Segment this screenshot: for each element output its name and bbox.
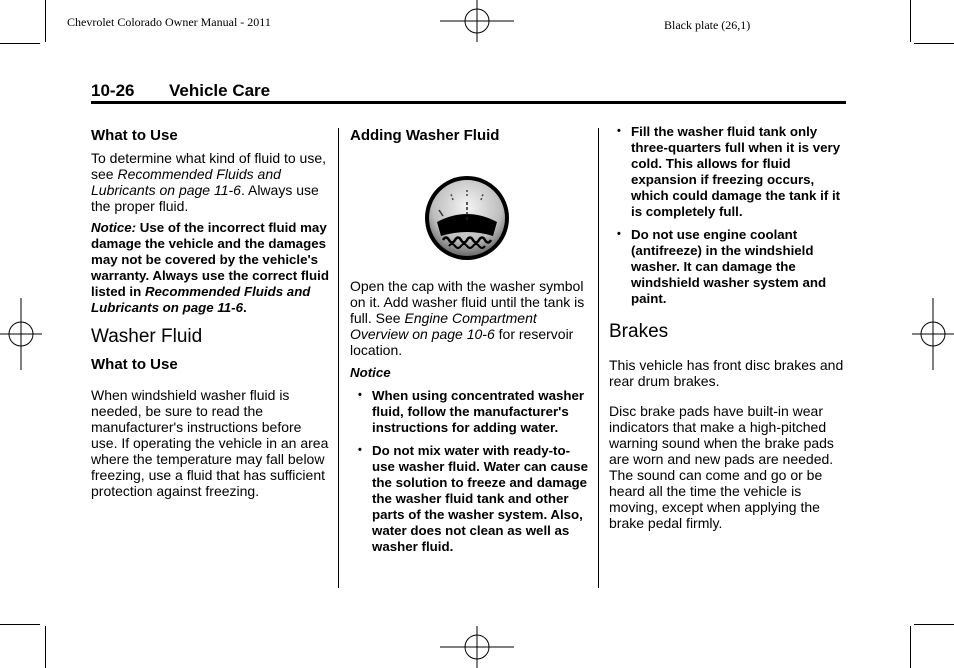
plate-info: Black plate (26,1) (664, 18, 751, 32)
paragraph (350, 278, 590, 358)
section-title: Brakes (609, 321, 669, 342)
crop-mark (0, 624, 40, 625)
text: Use of the incorrect fluid may damage the vehicle and the damages may not be covered by the vehicle's warranty. Always use the correct fluid listed in (91, 220, 329, 299)
notice-list (350, 388, 590, 555)
notice-list (609, 124, 846, 307)
cross-reference: Engine Compartment Overview on page 10-6 (350, 310, 537, 342)
bullet-icon: • (617, 228, 621, 240)
crop-mark (45, 0, 46, 42)
bullet-icon: • (617, 125, 621, 137)
notice-paragraph (91, 220, 331, 316)
paragraph: Disc brake pads have built-in wear indicators that make a high-pitched warning sound when the brake pads are worn and new pads are needed. The sound can come and go or be heard all the time the vehicle is moving, except when applying the brake pedal firmly. (609, 403, 834, 531)
column-divider (338, 128, 339, 588)
bullet-icon: • (358, 389, 362, 401)
crop-mark (910, 626, 911, 668)
notice-label: Notice (350, 365, 391, 380)
notice-label: Notice: (91, 220, 137, 235)
paragraph (91, 150, 331, 214)
text: To determine what kind of fluid to use, see (91, 150, 327, 182)
list-item (350, 443, 590, 555)
bullet-icon: • (358, 444, 362, 456)
column-divider (598, 128, 599, 588)
section-heading: What to Use (91, 356, 178, 373)
cross-reference: Recommended Fluids and Lubricants on page 11-6 (91, 284, 311, 315)
crop-mark (914, 43, 954, 44)
registration-mark-icon (440, 626, 514, 668)
paragraph: This vehicle has front disc brakes and rear drum brakes. (609, 357, 844, 389)
crop-mark (910, 0, 911, 42)
column-1 (91, 127, 331, 513)
list-item (350, 388, 590, 436)
washer-fluid-symbol-icon (423, 174, 511, 262)
section-heading: Adding Washer Fluid (350, 127, 500, 144)
list-item-text: Do not mix water with ready-to-use washer fluid. Water can cause the solution to freeze and damage the washer fluid tank and other parts of the washer system. Also, water does not clean as well as washer fluid. (372, 443, 589, 554)
text: . Always use the proper fluid. (91, 182, 319, 214)
section-title: Washer Fluid (91, 326, 203, 347)
list-item-text: Fill the washer fluid tank only three-quarters full when it is very cold. This allows for fluid expansion if freezing occurs, which could damage the tank if it is completely full. (631, 124, 841, 219)
registration-mark-icon (912, 298, 954, 370)
list-item-text: Do not use engine coolant (antifreeze) in the windshield washer. It can damage the windshield washer system and paint. (631, 227, 827, 306)
header-rule (91, 101, 846, 104)
paragraph: When windshield washer fluid is needed, be sure to read the manufacturer's instructions before use. If operating the vehicle in an area where the temperature may fall below freezing, use a fluid that has sufficient protection against freezing. (91, 387, 329, 499)
section-heading: What to Use (91, 127, 178, 144)
page-number: 10-26 (91, 81, 135, 100)
column-3 (609, 124, 846, 545)
column-2 (350, 127, 590, 562)
crop-mark (0, 43, 40, 44)
text: Open the cap with the washer symbol on it. Add washer fluid until the tank is full. See (350, 278, 585, 326)
manual-title: Chevrolet Colorado Owner Manual - 2011 (67, 15, 271, 29)
cross-reference: Recommended Fluids and Lubricants on page 11-6 (91, 166, 281, 198)
list-item (609, 124, 846, 220)
registration-mark-icon (440, 0, 514, 42)
list-item (609, 227, 846, 307)
section-title: Vehicle Care (169, 81, 271, 100)
text: for reservoir location. (350, 326, 574, 358)
crop-mark (914, 624, 954, 625)
registration-mark-icon (0, 298, 42, 370)
list-item-text: When using concentrated washer fluid, follow the manufacturer's instructions for adding water. (372, 388, 585, 435)
crop-mark (45, 626, 46, 668)
text: . (242, 300, 247, 315)
